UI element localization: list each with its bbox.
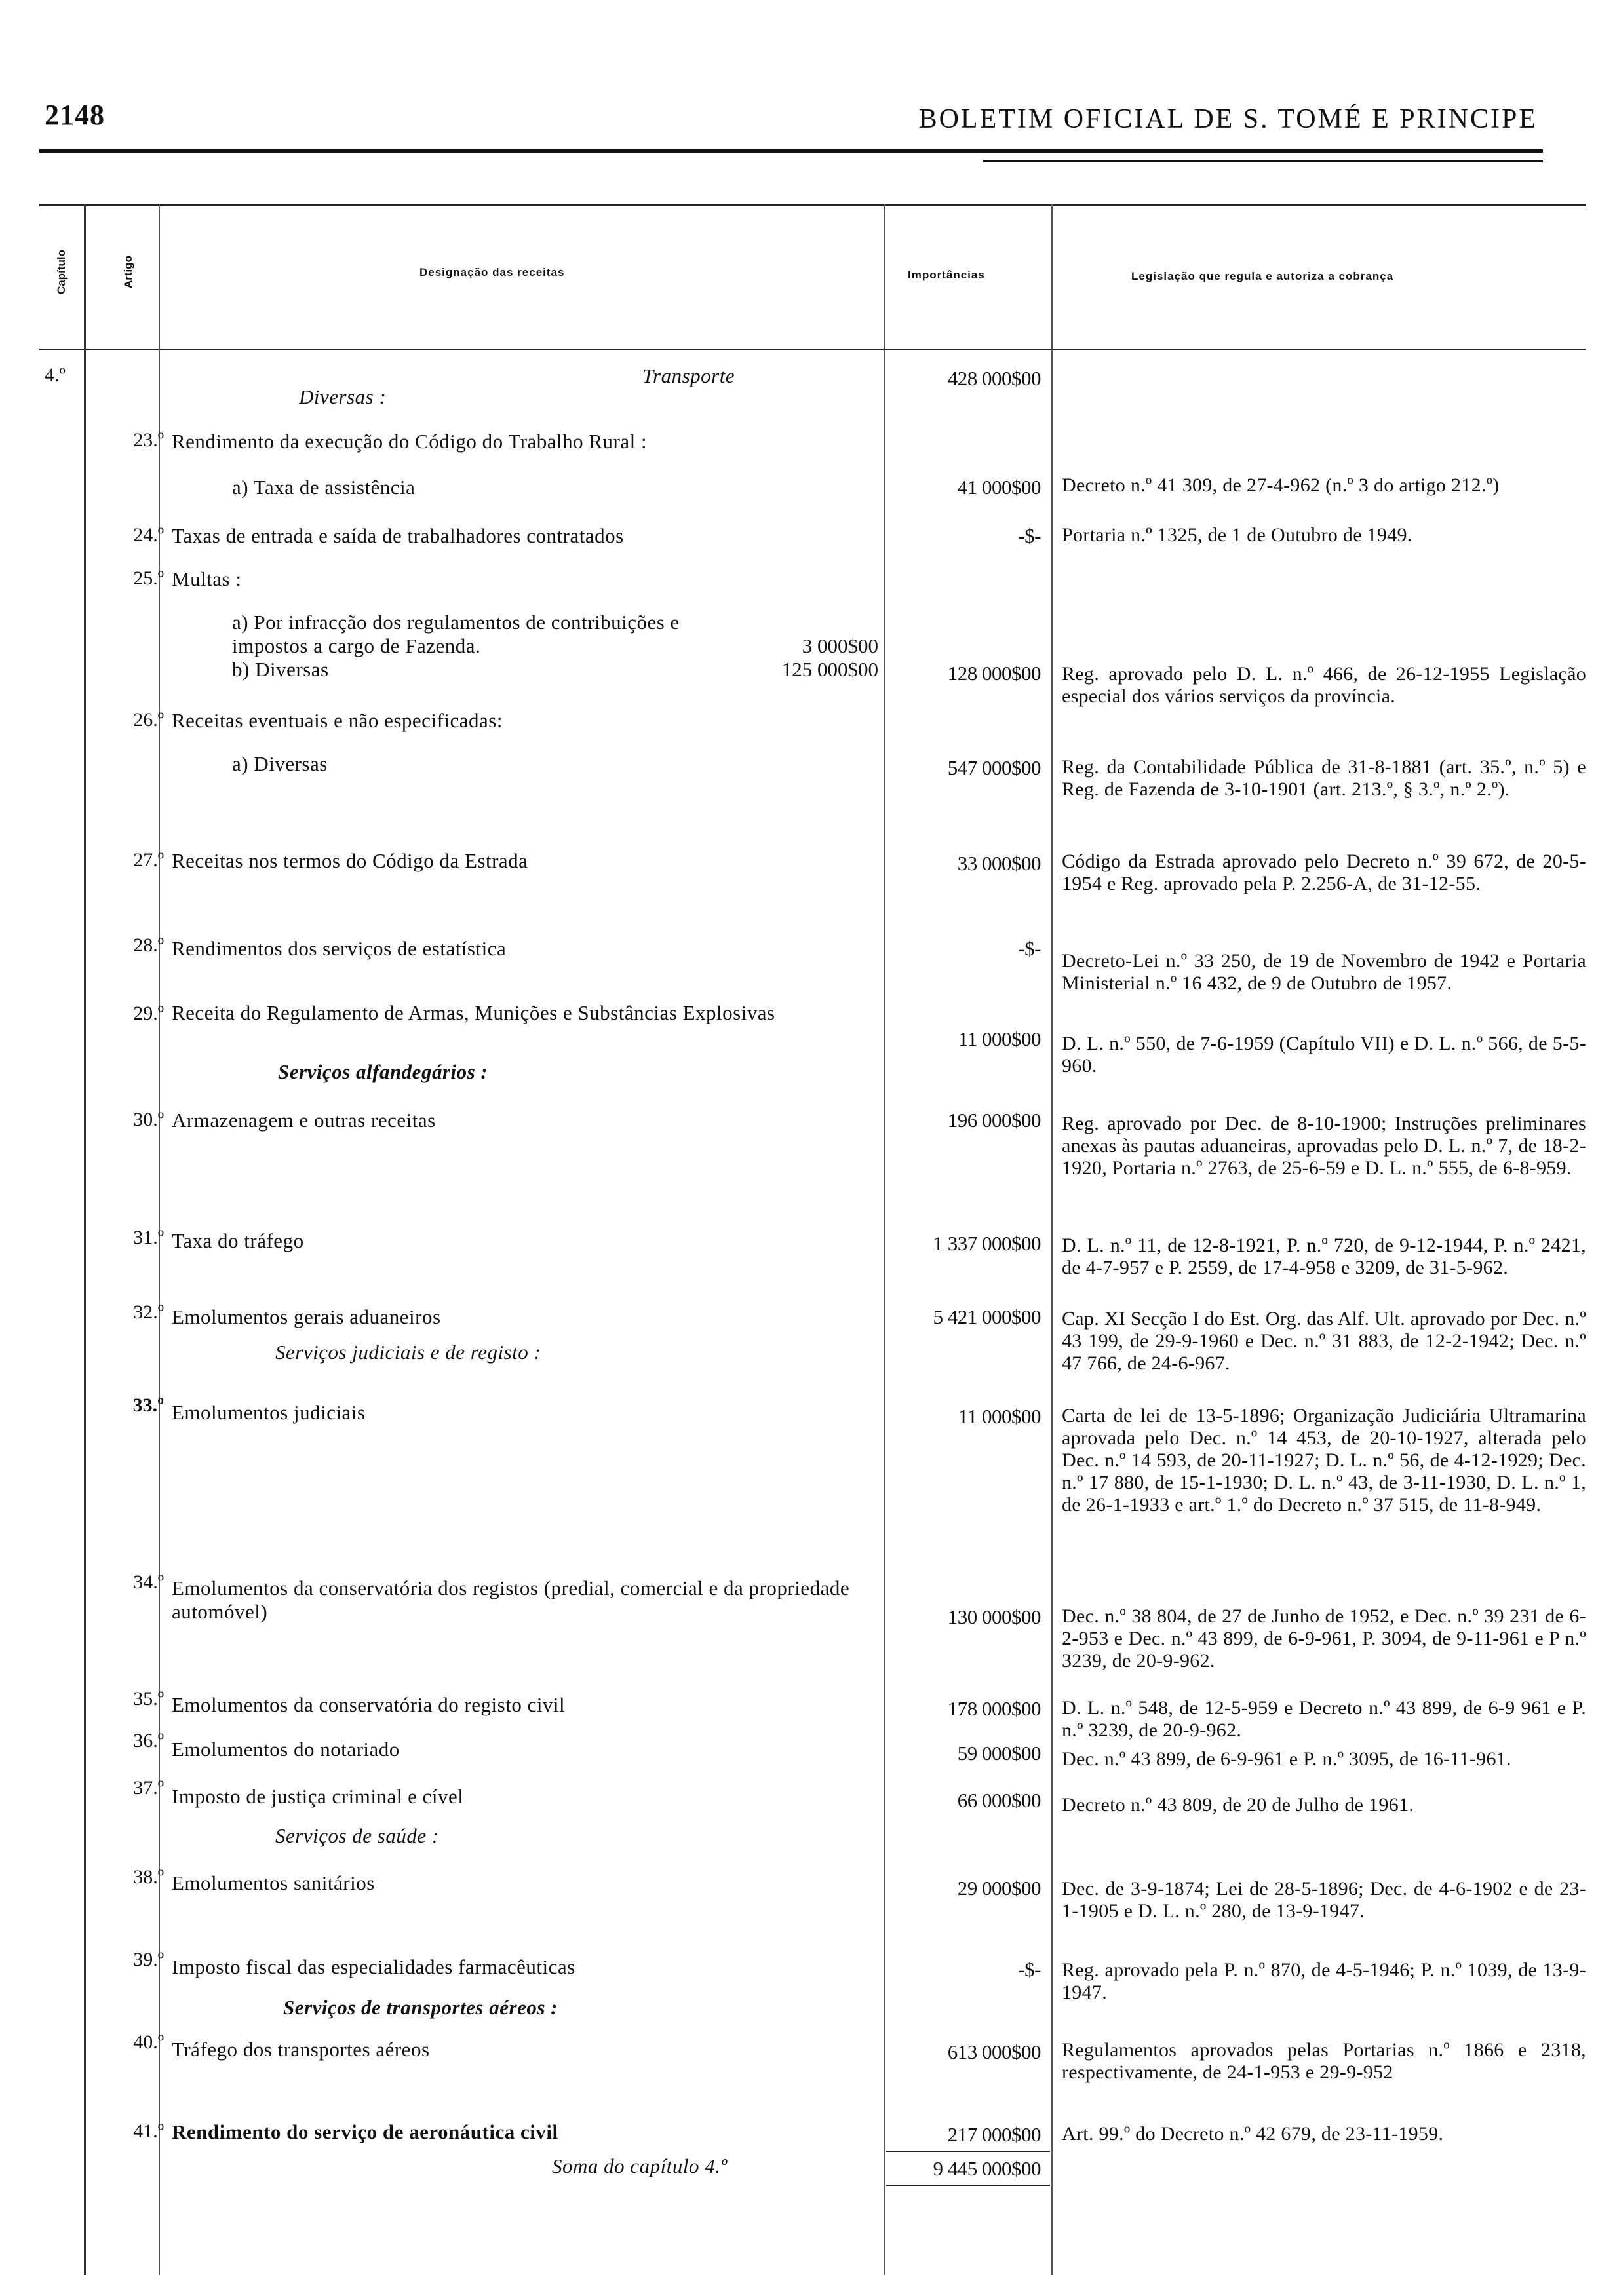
soma-rule-bottom [886,2185,1050,2186]
row-desc: Emolumentos gerais aduaneiros [172,1305,441,1328]
row-legislation: Dec. n.º 43 899, de 6-9-961 e P. n.º 3095, de 16-11-961. [1062,1748,1511,1770]
row-desc: Rendimento do serviço de aeronáutica civil [172,2120,558,2143]
row-desc: Receitas eventuais e não especificadas: [172,709,503,732]
row-legislation: Reg. aprovado por Dec. de 8-10-1900; Instruções preliminares anexas às pautas aduaneiras, aprovadas pelo D. L. n.º 7, de 18-2-1920, Portaria n.º 2763, de 25-6-59 e D. L. n.º 555, de 6-8-959. [1062,1113,1586,1179]
section-saude: Serviços de saúde : [275,1824,439,1847]
row-legislation: Regulamentos aprovados pelas Portarias n.º 1866 e 2318, respectivamente, de 24-1-953 e 29-9-952 [1062,2039,1586,2083]
table-top-border [39,204,1586,206]
row-art: 27.º [133,849,164,871]
row-legislation: Decreto n.º 43 809, de 20 de Julho de 1961. [1062,1794,1414,1816]
row-art: 30.º [133,1109,164,1130]
row-art: 34.º [133,1571,164,1593]
row-inner-amount: 125 000$00 [781,658,878,681]
row-legislation: Reg. aprovado pelo D. L. n.º 466, de 26-12-1955 Legislação especial dos vários serviços da província. [1062,663,1586,707]
row-art: 36.º [133,1730,164,1751]
row-desc: Taxa do tráfego [172,1229,304,1252]
row-art: 39.º [133,1949,164,1970]
row-desc: Emolumentos sanitários [172,1871,375,1894]
row-legislation: D. L. n.º 548, de 12-5-959 e Decreto n.º 43 899, de 6-9 961 e P. n.º 3239, de 20-9-962. [1062,1697,1586,1741]
row-art: 33.º [132,1394,164,1416]
header-rule [39,149,1543,153]
row-legislation: Reg. da Contabilidade Pública de 31-8-1881 (art. 35.º, n.º 5) e Reg. de Fazenda de 3-10-1901 (art. 213.º, § 3.º, n.º 2.º). [1062,756,1586,800]
row-desc: Imposto de justiça criminal e cível [172,1785,464,1808]
row-art: 28.º [133,934,164,956]
row-legislation: Dec. n.º 38 804, de 27 de Junho de 1952, e Dec. n.º 39 231 de 6-2-953 e Dec. n.º 43 899, de 6-9-961, P. 3094, de 9-11-961 e P n.º 3239, de 20-9-962. [1062,1605,1586,1672]
row-desc: Receita do Regulamento de Armas, Munições e Substâncias Explosivas [172,1001,775,1024]
row-desc: Multas : [172,567,242,590]
row-legislation: Carta de lei de 13-5-1896; Organização Judiciária Ultramarina aprovada pelo Dec. n.º 14 453, de 20-10-1927, alterada pelo Dec. n.º 14 593, de 20-11-1927; D. L. n.º 56, de 4-12-1929; Dec. n.º 17 880, de 15-1-1930; D. L. n.º 43, de 3-11-1930, D. L. n.º 1, de 26-1-1933 e art.º 1.º do Decreto n.º 37 515, de 11-8-949. [1062,1405,1586,1516]
row-amount: 5 421 000$00 [933,1305,1041,1328]
row-art: 25.º [133,567,164,589]
soma-label: Soma do capítulo 4.º [552,2154,728,2177]
col-header-designacao: Designação das receitas [419,266,565,278]
row-legislation: Decreto-Lei n.º 33 250, de 19 de Novembro de 1942 e Portaria Ministerial n.º 16 432, de 9 de Outubro de 1957. [1062,950,1586,994]
row-art: 31.º [133,1227,164,1248]
section-transportes: Serviços de transportes aéreos : [283,1996,558,2019]
row-art: 29.º [133,1003,164,1024]
col-divider-capitulo [84,204,86,2275]
row-legislation: Código da Estrada aprovado pelo Decreto n.º 39 672, de 20-5-1954 e Reg. aprovado pela P. 2.256-A, de 31-12-55. [1062,851,1586,894]
row-amount: 11 000$00 [958,1405,1041,1428]
row-desc: Rendimento da execução do Código do Trabalho Rural : [172,430,648,453]
row-amount: -$- [1018,937,1041,960]
col-header-importancias: Importâncias [908,269,985,281]
row-desc: Emolumentos do notariado [172,1738,400,1761]
row-art: 23.º [133,429,164,451]
row-amount: -$- [1018,524,1041,547]
transporte-amount: 428 000$00 [947,367,1041,390]
row-amount: 66 000$00 [957,1789,1041,1812]
col-header-legislacao: Legislação que regula e autoriza a cobrança [1131,270,1394,282]
row-desc: Taxas de entrada e saída de trabalhadores contratados [172,524,624,547]
col-header-capitulo: Capítulo [55,250,68,294]
row-desc: Emolumentos da conservatória dos registos (predial, comercial e da propriedade automóvel) [172,1577,850,1623]
journal-title: BOLETIM OFICIAL DE S. TOMÉ E PRINCIPE [918,104,1538,134]
col-divider-importancias [1051,204,1053,2275]
page-number: 2148 [45,99,105,131]
row-legislation: Cap. XI Secção I do Est. Org. das Alf. Ult. aprovado por Dec. n.º 43 199, de 29-9-1960 e Dec. n.º 31 883, de 12-2-1942; Dec. n.º 47 766, de 24-6-967. [1062,1308,1586,1374]
row-amount: 178 000$00 [947,1697,1041,1720]
row-amount: 59 000$00 [957,1742,1041,1765]
row-legislation: Decreto n.º 41 309, de 27-4-962 (n.º 3 do artigo 212.º) [1062,474,1500,496]
row-amount: -$- [1018,1958,1041,1981]
row-amount: 1 337 000$00 [933,1232,1041,1255]
row-inner-amount: 3 000$00 [802,634,878,657]
row-legislation: D. L. n.º 11, de 12-8-1921, P. n.º 720, de 9-12-1944, P. n.º 2421, de 4-7-957 e P. 2559, de 17-4-958 e 3209, de 31-5-962. [1062,1234,1586,1278]
row-desc: Rendimentos dos serviços de estatística [172,937,507,960]
row-desc: Armazenagem e outras receitas [172,1109,436,1132]
row-art: 41.º [133,2120,164,2142]
row-art: 38.º [133,1866,164,1888]
row-amount: 29 000$00 [957,1877,1041,1900]
row-amount: 547 000$00 [947,756,1041,779]
section-alfandegarios: Serviços alfandegários : [278,1060,488,1083]
row-amount: 196 000$00 [947,1109,1041,1132]
row-art: 35.º [133,1688,164,1710]
row-legislation: Art. 99.º do Decreto n.º 42 679, de 23-11-1959. [1062,2123,1444,2145]
section-diversas: Diversas : [299,385,387,408]
soma-rule [886,2151,1050,2152]
row-amount: 11 000$00 [958,1027,1041,1050]
row-legislation: Portaria n.º 1325, de 1 de Outubro de 1949. [1062,524,1412,546]
row-art: 40.º [133,2031,164,2053]
row-desc: a) Taxa de assistência [232,476,416,499]
row-desc: Emolumentos da conservatória do registo civil [172,1693,566,1716]
section-judiciais: Serviços judiciais e de registo : [275,1341,541,1364]
row-desc: Receitas nos termos do Código da Estrada [172,849,528,872]
row-legislation: Dec. de 3-9-1874; Lei de 28-5-1896; Dec. de 4-6-1902 e de 23-1-1905 e D. L. n.º 280, de 13-9-1947. [1062,1878,1586,1922]
row-legislation: D. L. n.º 550, de 7-6-1959 (Capítulo VII) e D. L. n.º 566, de 5-5-960. [1062,1033,1586,1077]
header-rule-secondary [983,160,1543,162]
row-legislation: Reg. aprovado pela P. n.º 870, de 4-5-1946; P. n.º 1039, de 13-9-1947. [1062,1959,1586,2003]
row-amount: 217 000$00 [947,2123,1041,2146]
row-amount: 613 000$00 [947,2040,1041,2063]
row-amount: 41 000$00 [957,476,1041,499]
row-desc: a) Por infracção dos regulamentos de contribuições e impostos a cargo de Fazenda. [232,611,680,657]
row-amount: 128 000$00 [947,662,1041,685]
row-art: 32.º [133,1301,164,1323]
table-header-border [39,349,1586,350]
row-desc: a) Diversas [232,752,328,775]
row-desc: b) Diversas [232,658,329,681]
soma-amount: 9 445 000$00 [933,2157,1041,2180]
row-desc: Emolumentos judiciais [172,1401,366,1424]
row-desc: Tráfego dos transportes aéreos [172,2038,430,2061]
row-art: 26.º [133,709,164,731]
row-amount: 33 000$00 [957,852,1041,875]
row-art: 24.º [133,524,164,546]
capitulo-number: 4.º [45,364,66,386]
col-header-artigo: Artigo [122,255,134,289]
row-amount: 130 000$00 [947,1605,1041,1628]
row-desc: Imposto fiscal das especialidades farmacêuticas [172,1955,575,1978]
row-art: 37.º [133,1777,164,1799]
transporte-label: Transporte [642,364,735,387]
